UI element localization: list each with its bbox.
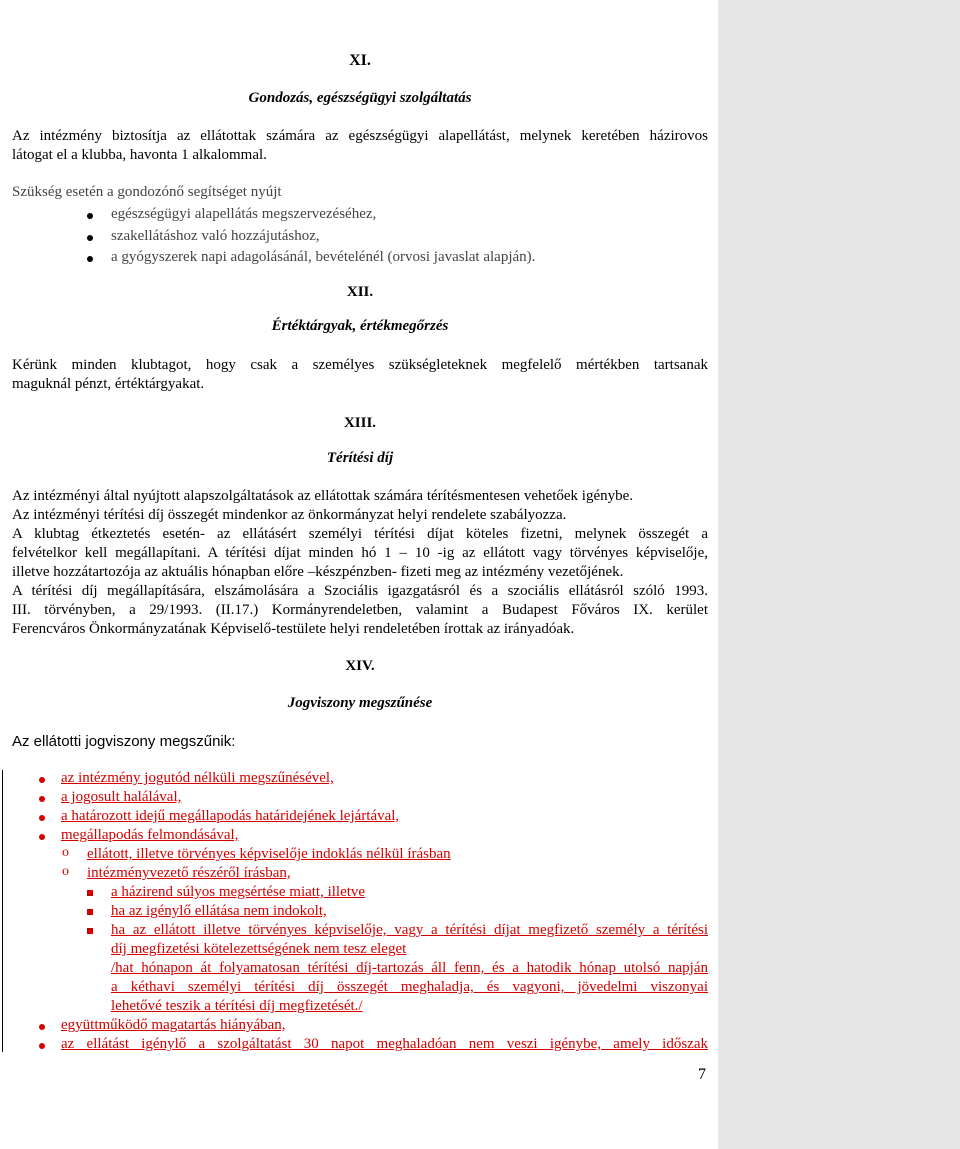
bullet-icon: [39, 777, 45, 783]
bullet-icon: [87, 235, 93, 241]
list-item: ha az igénylő ellátása nem indokolt,: [111, 903, 327, 919]
list-item-continuation: lehetővé teszik a térítési díj megfizetését./: [111, 998, 363, 1014]
bullet-icon: [39, 815, 45, 821]
list-item: ha az ellátott illetve törvényes képviselője, vagy a térítési díjat megfizető személy a térítési: [111, 922, 708, 938]
bullet-icon: [87, 256, 93, 262]
list-item: a jogosult halálával,: [61, 789, 182, 805]
change-bar: [2, 770, 3, 1052]
section-title: Gondozás, egészségügyi szolgáltatás: [248, 90, 472, 106]
square-bullet-icon: [87, 909, 93, 915]
list-item-continuation: díj megfizetési kötelezettségének nem tesz eleget: [111, 941, 407, 957]
list-item-continuation: a kéthavi személyi térítési díj összegét meghaladja, és vagyoni, jövedelmi viszonyai: [111, 979, 708, 995]
section-title: Értéktárgyak, értékmegőrzés: [271, 318, 449, 334]
paragraph-line: látogat el a klubba, havonta 1 alkalommal.: [12, 147, 267, 163]
section-number: XIV.: [345, 658, 375, 674]
section-number: XIII.: [343, 415, 377, 431]
page-number: 7: [698, 1066, 706, 1083]
list-item: egészségügyi alapellátás megszervezéséhez,: [111, 206, 377, 222]
section-number: XI.: [349, 52, 371, 69]
paragraph-line: Az intézményi által nyújtott alapszolgáltatások az ellátottak számára térítésmentesen vehetőek igénybe.: [12, 488, 634, 504]
circle-bullet-icon: o: [62, 864, 69, 879]
list-item: intézményvezető részéről írásban,: [87, 865, 291, 881]
paragraph-line: Ferencváros Önkormányzatának Képviselő-testülete helyi rendeletében írottak az irányadóak.: [12, 621, 575, 637]
bullet-icon: [39, 796, 45, 802]
bullet-icon: [87, 213, 93, 219]
list-item: a gyógyszerek napi adagolásánál, bevételénél (orvosi javaslat alapján).: [111, 249, 536, 265]
bullet-icon: [39, 834, 45, 840]
section-title: Térítési díj: [326, 450, 394, 466]
list-item: az intézmény jogutód nélküli megszűnésével,: [61, 770, 334, 786]
paragraph-line: maguknál pénzt, értéktárgyakat.: [12, 376, 205, 392]
comment-margin-panel: [718, 0, 960, 1149]
paragraph-line: A térítési díj megállapítására, elszámolására a Szociális igazgatásról és a szociális ellátásról szóló 1993.: [12, 583, 708, 599]
paragraph-line: A klubtag étkeztetés esetén- az ellátásért személyi térítési díjat köteles fizetni, melynek összegét a: [12, 526, 708, 542]
bullet-icon: [39, 1024, 45, 1030]
list-item: együttműködő magatartás hiányában,: [61, 1017, 286, 1033]
list-item: az ellátást igénylő a szolgáltatást 30 napot meghaladóan nem veszi igénybe, amely időszak: [61, 1036, 708, 1052]
paragraph-line: Szükség esetén a gondozónő segítséget nyújt: [12, 184, 282, 200]
square-bullet-icon: [87, 890, 93, 896]
circle-bullet-icon: o: [62, 845, 69, 860]
square-bullet-icon: [87, 928, 93, 934]
list-item: a határozott idejű megállapodás határidejének lejártával,: [61, 808, 400, 824]
list-item: a házirend súlyos megsértése miatt, illetve: [111, 884, 366, 900]
list-item-continuation: /hat hónapon át folyamatosan térítési díj-tartozás áll fenn, és a hatodik hónap utolsó napján: [111, 960, 708, 976]
list-item: ellátott, illetve törvényes képviselője indoklás nélkül írásban: [87, 846, 451, 862]
bullet-icon: [39, 1043, 45, 1049]
paragraph-line: Kérünk minden klubtagot, hogy csak a személyes szükségleteknek megfelelő mértékben tartsanak: [12, 357, 708, 373]
list-item: megállapodás felmondásával,: [61, 827, 239, 843]
paragraph-line: illetve hozzátartozója az aktuális hónapban előre –készpénzben- fizeti meg az intézmény vezetőjének.: [12, 564, 624, 580]
paragraph-line: felvételkor kell megállapítani. A térítési díjat minden hó 1 – 10 -ig az ellátott vagy törvényes képviselője,: [12, 545, 708, 561]
list-item: szakellátáshoz való hozzájutáshoz,: [111, 228, 320, 244]
paragraph-line: Az ellátotti jogviszony megszűnik:: [12, 733, 236, 750]
paragraph-line: Az intézmény biztosítja az ellátottak számára az egészségügyi alapellátást, melynek keretében házirovos: [12, 128, 708, 144]
paragraph-line: Az intézményi térítési díj összegét mindenkor az önkormányzat helyi rendelete szabályozza.: [12, 507, 567, 523]
section-number: XII.: [346, 284, 374, 300]
paragraph-line: III. törvényben, a 29/1993. (II.17.) Kormányrendeletben, valamint a Budapest Főváros IX. kerület: [12, 602, 708, 618]
section-title: Jogviszony megszűnése: [287, 695, 433, 711]
